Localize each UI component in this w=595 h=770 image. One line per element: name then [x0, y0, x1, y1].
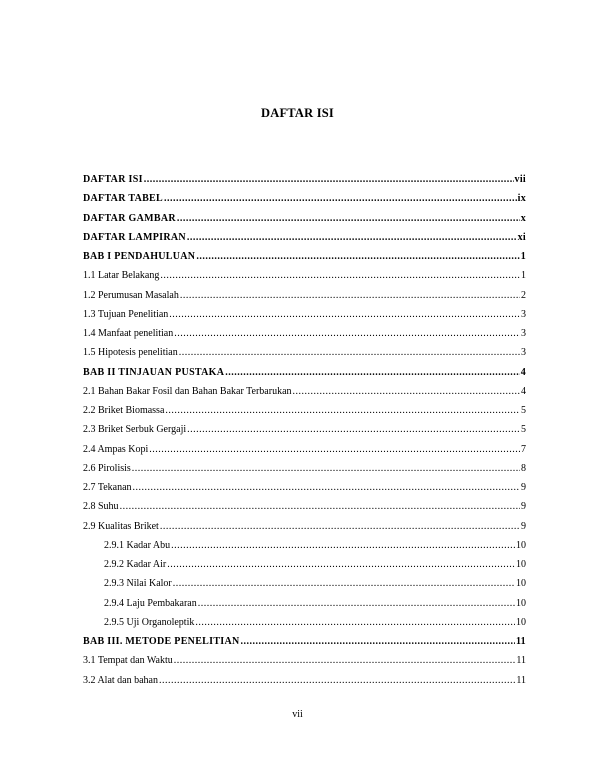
toc-entry-label: BAB III. METODE PENELITIAN — [83, 636, 240, 648]
toc-entry[interactable] — [83, 497, 526, 516]
toc-entry-page: 10 — [516, 539, 526, 551]
toc-entry-page: 1 — [521, 270, 526, 282]
toc-leader-dots — [171, 540, 515, 551]
toc-leader-dots — [179, 347, 520, 358]
toc-leader-dots — [225, 367, 519, 378]
toc-entry[interactable] — [83, 401, 526, 420]
toc-entry[interactable] — [83, 555, 526, 574]
toc-leader-dots — [133, 482, 520, 493]
toc-entry[interactable] — [83, 594, 526, 613]
toc-entry-page: 9 — [521, 501, 526, 513]
toc-entry-label: 3.1 Tempat dan Waktu — [83, 655, 173, 667]
toc-leader-dots — [241, 636, 515, 647]
toc-entry[interactable] — [83, 517, 526, 536]
toc-entry[interactable] — [83, 343, 526, 362]
toc-entry-label: BAB II TINJAUAN PUSTAKA — [83, 366, 225, 378]
toc-leader-dots — [187, 232, 517, 243]
toc-entry-label: 2.9.5 Uji Organoleptik — [104, 616, 195, 628]
toc-entry-label: 2.8 Suhu — [83, 501, 119, 513]
toc-entry[interactable] — [83, 382, 526, 401]
toc-entry-label: 2.6 Pirolisis — [83, 462, 131, 474]
toc-leader-dots — [160, 521, 520, 532]
toc-entry-page: 10 — [516, 559, 526, 571]
toc-entry[interactable] — [83, 420, 526, 439]
toc-entry-label: DAFTAR TABEL — [83, 193, 164, 205]
toc-entry-label: DAFTAR LAMPIRAN — [83, 231, 186, 243]
toc-entry-label: 1.5 Hipotesis penelitian — [83, 347, 178, 359]
toc-entry-label: 1.1 Latar Belakang — [83, 270, 160, 282]
page-title: DAFTAR ISI — [261, 106, 334, 120]
toc-entry-page: 11 — [516, 655, 526, 667]
toc-leader-dots — [174, 655, 516, 666]
toc-entry-page: 10 — [516, 616, 526, 628]
toc-entry[interactable] — [83, 324, 526, 343]
toc-entry-label: 1.4 Manfaat penelitian — [83, 328, 174, 340]
toc-leader-dots — [293, 386, 520, 397]
toc-entry[interactable] — [83, 363, 526, 382]
toc-entry-page: 10 — [516, 597, 526, 609]
toc-entry[interactable] — [83, 651, 526, 670]
toc-entry-label: DAFTAR GAMBAR — [83, 212, 176, 224]
toc-entry-page: 5 — [521, 424, 526, 436]
toc-entry[interactable] — [83, 286, 526, 305]
toc-entry-label: BAB I PENDAHULUAN — [83, 251, 196, 263]
toc-leader-dots — [149, 444, 520, 455]
toc-entry-page: 4 — [521, 385, 526, 397]
toc-leader-dots — [132, 463, 520, 474]
toc-entry-label: 2.1 Bahan Bakar Fosil dan Bahan Bakar Terbarukan — [83, 385, 292, 397]
toc-entry[interactable] — [83, 478, 526, 497]
toc-entry[interactable] — [83, 305, 526, 324]
toc-entry-page: 9 — [521, 482, 526, 494]
toc-entry-label: 2.9.4 Laju Pembakaran — [104, 597, 197, 609]
toc-entry-page: 4 — [520, 366, 526, 378]
toc-entry-label: 3.2 Alat dan bahan — [83, 674, 158, 686]
toc-entry[interactable] — [83, 536, 526, 555]
toc-entry[interactable] — [83, 247, 526, 266]
toc-leader-dots — [159, 675, 515, 686]
toc-entry-page: ix — [517, 193, 526, 205]
toc-entry-page: 10 — [516, 578, 526, 590]
toc-entry-label: 2.9.3 Nilai Kalor — [104, 578, 172, 590]
toc-entry[interactable] — [83, 671, 526, 690]
toc-entry-label: 2.9.2 Kadar Air — [104, 559, 167, 571]
toc-entry-label: 2.2 Briket Biomassa — [83, 405, 165, 417]
toc-entry-label: 1.2 Perumusan Masalah — [83, 289, 179, 301]
toc-entry-label: 2.4 Ampas Kopi — [83, 443, 149, 455]
toc-leader-dots — [174, 328, 520, 339]
toc-leader-dots — [144, 174, 514, 185]
toc-leader-dots — [169, 309, 520, 320]
toc-entry-page: 7 — [521, 443, 526, 455]
toc-entry-label: 2.9.1 Kadar Abu — [104, 539, 171, 551]
toc-leader-dots — [164, 193, 517, 204]
toc-entry-page: 11 — [516, 674, 526, 686]
toc-entry[interactable] — [83, 440, 526, 459]
toc-entry-label: 2.7 Tekanan — [83, 482, 132, 494]
toc-entry-page: 8 — [521, 462, 526, 474]
toc-entry-label: 1.3 Tujuan Penelitian — [83, 308, 169, 320]
toc-leader-dots — [173, 578, 515, 589]
toc-entry[interactable] — [83, 189, 526, 208]
toc-entry[interactable] — [83, 613, 526, 632]
toc-entry[interactable] — [83, 228, 526, 247]
toc-entry[interactable] — [83, 459, 526, 478]
toc-leader-dots — [195, 617, 515, 628]
toc-leader-dots — [196, 251, 519, 262]
toc-entry-page: 2 — [521, 289, 526, 301]
table-of-contents — [83, 170, 526, 690]
toc-leader-dots — [165, 405, 520, 416]
toc-entry-page: 11 — [515, 636, 526, 648]
toc-entry-page: vii — [514, 174, 526, 186]
toc-entry[interactable] — [83, 632, 526, 651]
toc-entry-page: 3 — [521, 308, 526, 320]
toc-entry-page: x — [520, 212, 526, 224]
toc-entry-page: xi — [517, 231, 526, 243]
toc-entry-page: 1 — [520, 251, 526, 263]
toc-entry-page: 3 — [521, 347, 526, 359]
toc-leader-dots — [187, 424, 520, 435]
toc-leader-dots — [177, 213, 520, 224]
toc-leader-dots — [120, 501, 520, 512]
page-number: vii — [292, 709, 303, 720]
toc-entry-page: 5 — [521, 405, 526, 417]
toc-leader-dots — [198, 598, 515, 609]
toc-entry[interactable] — [83, 209, 526, 228]
toc-entry-page: 9 — [521, 520, 526, 532]
toc-leader-dots — [167, 559, 515, 570]
toc-entry-label: 2.3 Briket Serbuk Gergaji — [83, 424, 187, 436]
toc-entry-page: 3 — [521, 328, 526, 340]
toc-entry[interactable] — [83, 170, 526, 189]
toc-leader-dots — [180, 290, 520, 301]
toc-entry-label: 2.9 Kualitas Briket — [83, 520, 159, 532]
toc-leader-dots — [160, 270, 520, 281]
toc-entry[interactable] — [83, 266, 526, 285]
toc-entry[interactable] — [83, 574, 526, 593]
toc-entry-label: DAFTAR ISI — [83, 174, 143, 186]
